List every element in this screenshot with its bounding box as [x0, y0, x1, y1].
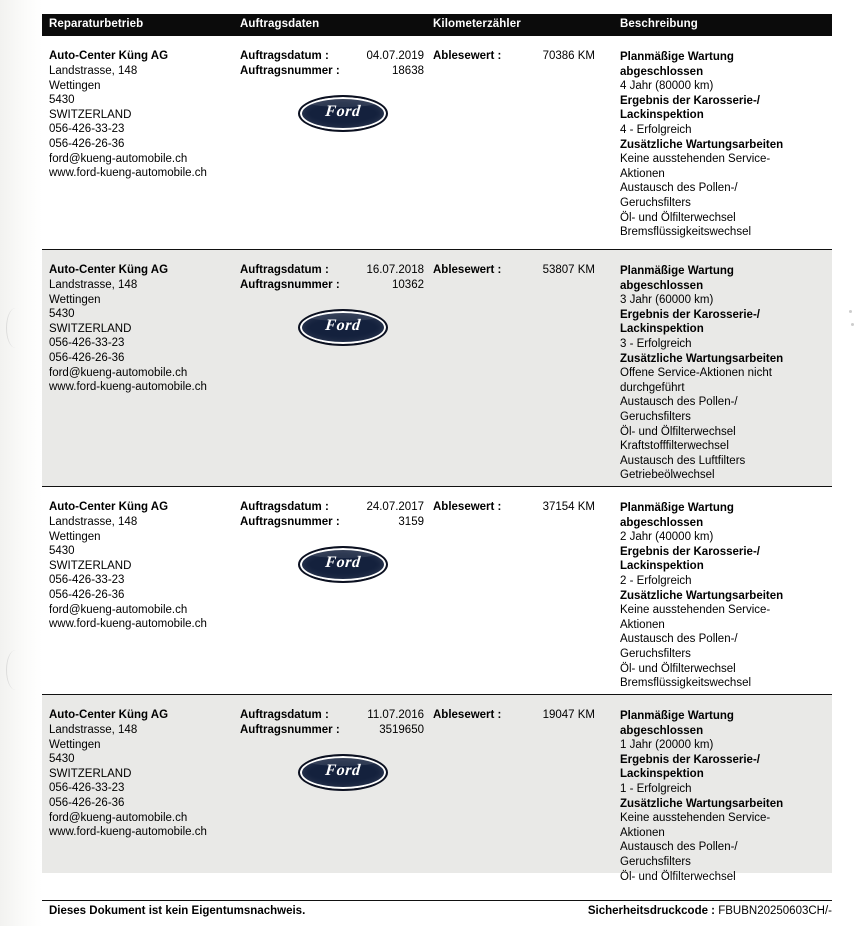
desc-result: 3 - Erfolgreich: [620, 337, 692, 350]
shop-street: Landstrasse, 148: [49, 279, 138, 291]
odometer-reading-row: [433, 501, 618, 516]
shop-phone-1: 056-426-33-23: [49, 337, 125, 350]
shop-phone-1: 056-426-33-23: [49, 574, 125, 587]
order-date-row: [240, 50, 430, 65]
shop-city: Wettingen: [49, 530, 101, 543]
order-cell: [240, 264, 430, 334]
order-date-value: 04.07.2019: [366, 50, 424, 62]
table-row: [42, 487, 832, 695]
order-number-label: Auftragsnummer :: [240, 516, 340, 528]
desc-item: Geruchsfilters: [620, 196, 691, 209]
order-number-label: Auftragsnummer :: [240, 279, 340, 291]
desc-title-1: Planmäßige Wartung: [620, 51, 734, 63]
order-date-label: Auftragsdatum :: [240, 264, 329, 276]
table-row: [42, 250, 832, 487]
order-number-row: [240, 279, 430, 294]
desc-title-5: Zusätzliche Wartungsarbeiten: [620, 352, 784, 365]
desc-item: Geruchsfilters: [620, 410, 691, 423]
shop-name: Auto-Center Küng AG: [49, 501, 169, 513]
shop-email: ford@kueng-automobile.ch: [49, 603, 188, 616]
desc-item: Aktionen: [620, 618, 665, 631]
desc-title-2: abgeschlossen: [620, 65, 704, 78]
desc-item: Keine ausstehenden Service-: [620, 812, 771, 825]
desc-interval: 3 Jahr (60000 km): [620, 294, 714, 307]
desc-title-3: Ergebnis der Karosserie-/: [620, 308, 760, 321]
desc-title-1: Planmäßige Wartung: [620, 502, 734, 514]
ford-logo-text: Ford: [324, 554, 362, 571]
odometer-label: Ablesewert :: [433, 709, 502, 721]
desc-item: Getriebeölwechsel: [620, 469, 715, 482]
ford-logo-icon: [298, 754, 388, 791]
odometer-cell: [433, 501, 618, 516]
desc-item: Keine ausstehenden Service-: [620, 153, 771, 166]
order-number-row: [240, 65, 430, 80]
shop-website: www.ford-kueng-automobile.ch: [49, 167, 207, 180]
order-number-value: 18638: [392, 65, 424, 77]
security-code-block: [588, 905, 832, 917]
shop-cell: [49, 50, 239, 181]
scan-edge-shadow: [0, 0, 42, 926]
order-date-row: [240, 709, 430, 724]
ford-logo-icon: [298, 309, 388, 346]
odometer-cell: [433, 50, 618, 65]
order-date-label: Auftragsdatum :: [240, 709, 329, 721]
shop-email: ford@kueng-automobile.ch: [49, 811, 188, 824]
order-date-value: 24.07.2017: [366, 501, 424, 513]
desc-item: Geruchsfilters: [620, 647, 691, 660]
desc-item: Öl- und Ölfilterwechsel: [620, 425, 736, 438]
shop-phone-2: 056-426-26-36: [49, 351, 125, 364]
order-cell: [240, 50, 430, 120]
shop-street: Landstrasse, 148: [49, 724, 138, 736]
shop-country: SWITZERLAND: [49, 322, 132, 335]
odometer-label: Ablesewert :: [433, 50, 502, 62]
desc-title-4: Lackinspektion: [620, 560, 704, 573]
shop-website: www.ford-kueng-automobile.ch: [49, 826, 207, 839]
desc-title-3: Ergebnis der Karosserie-/: [620, 545, 760, 558]
ford-logo-icon: [298, 95, 388, 132]
odometer-cell: [433, 264, 618, 279]
desc-title-2: abgeschlossen: [620, 516, 704, 529]
order-number-value: 10362: [392, 279, 424, 291]
desc-title-4: Lackinspektion: [620, 323, 704, 336]
desc-item: Austausch des Pollen-/: [620, 396, 738, 409]
service-history-table: [42, 14, 832, 883]
shop-website: www.ford-kueng-automobile.ch: [49, 618, 207, 631]
order-number-label: Auftragsnummer :: [240, 65, 340, 77]
column-header-order: Auftragsdaten: [240, 18, 320, 30]
desc-title-1: Planmäßige Wartung: [620, 710, 734, 722]
odometer-value: 70386 KM: [542, 50, 595, 62]
order-date-label: Auftragsdatum :: [240, 50, 329, 62]
desc-item: Keine ausstehenden Service-: [620, 604, 771, 617]
table-header: [42, 14, 832, 36]
desc-title-3: Ergebnis der Karosserie-/: [620, 753, 760, 766]
desc-title-4: Lackinspektion: [620, 768, 704, 781]
shop-zip: 5430: [49, 753, 75, 766]
shop-country: SWITZERLAND: [49, 559, 132, 572]
shop-website: www.ford-kueng-automobile.ch: [49, 381, 207, 394]
desc-item: Austausch des Luftfilters: [620, 454, 746, 467]
order-cell: [240, 709, 430, 779]
shop-country: SWITZERLAND: [49, 108, 132, 121]
odometer-label: Ablesewert :: [433, 501, 502, 513]
description-cell: [620, 709, 825, 884]
shop-zip: 5430: [49, 308, 75, 321]
desc-item: Aktionen: [620, 826, 665, 839]
shop-city: Wettingen: [49, 293, 101, 306]
ford-logo-text: Ford: [324, 103, 362, 120]
odometer-value: 19047 KM: [542, 709, 595, 721]
desc-title-5: Zusätzliche Wartungsarbeiten: [620, 589, 784, 602]
table-row: [42, 695, 832, 883]
shop-country: SWITZERLAND: [49, 767, 132, 780]
shop-street: Landstrasse, 148: [49, 516, 138, 528]
shop-phone-2: 056-426-26-36: [49, 137, 125, 150]
shop-phone-1: 056-426-33-23: [49, 782, 125, 795]
order-number-value: 3519650: [379, 724, 424, 736]
order-date-label: Auftragsdatum :: [240, 501, 329, 513]
shop-name: Auto-Center Küng AG: [49, 50, 169, 62]
scan-artifact-dot: [849, 310, 852, 313]
document-footer: [42, 900, 832, 922]
shop-zip: 5430: [49, 94, 75, 107]
shop-phone-2: 056-426-26-36: [49, 796, 125, 809]
shop-email: ford@kueng-automobile.ch: [49, 366, 188, 379]
odometer-label: Ablesewert :: [433, 264, 502, 276]
odometer-value: 37154 KM: [542, 501, 595, 513]
desc-title-2: abgeschlossen: [620, 724, 704, 737]
shop-cell: [49, 264, 239, 395]
desc-item: Öl- und Ölfilterwechsel: [620, 662, 736, 675]
desc-result: 2 - Erfolgreich: [620, 574, 692, 587]
shop-phone-2: 056-426-26-36: [49, 588, 125, 601]
desc-item: Austausch des Pollen-/: [620, 633, 738, 646]
footer-disclaimer: Dieses Dokument ist kein Eigentumsnachweis.: [49, 905, 306, 917]
odometer-cell: [433, 709, 618, 724]
desc-item: Aktionen: [620, 167, 665, 180]
shop-name: Auto-Center Küng AG: [49, 709, 169, 721]
desc-item: Bremsflüssigkeitswechsel: [620, 226, 752, 239]
shop-phone-1: 056-426-33-23: [49, 123, 125, 136]
scan-artifact-curl: [6, 308, 25, 348]
desc-interval: 4 Jahr (80000 km): [620, 80, 714, 93]
ford-logo-text: Ford: [324, 317, 362, 334]
description-cell: [620, 501, 825, 691]
description-cell: [620, 50, 825, 240]
order-cell: [240, 501, 430, 571]
shop-street: Landstrasse, 148: [49, 65, 138, 77]
scan-artifact-curl: [6, 650, 25, 690]
footer-divider: [42, 900, 832, 901]
odometer-reading-row: [433, 709, 618, 724]
order-number-label: Auftragsnummer :: [240, 724, 340, 736]
desc-title-5: Zusätzliche Wartungsarbeiten: [620, 138, 784, 151]
desc-item: Offene Service-Aktionen nicht: [620, 367, 772, 380]
order-date-row: [240, 264, 430, 279]
desc-title-5: Zusätzliche Wartungsarbeiten: [620, 797, 784, 810]
column-header-description: Beschreibung: [620, 18, 698, 30]
shop-cell: [49, 709, 239, 840]
desc-item: Bremsflüssigkeitswechsel: [620, 677, 752, 690]
order-number-row: [240, 724, 430, 739]
desc-item: Austausch des Pollen-/: [620, 182, 738, 195]
order-date-row: [240, 501, 430, 516]
table-row: [42, 36, 832, 250]
odometer-reading-row: [433, 264, 618, 279]
order-number-row: [240, 516, 430, 531]
desc-title-2: abgeschlossen: [620, 279, 704, 292]
desc-result: 1 - Erfolgreich: [620, 782, 692, 795]
security-code-value: FBUBN20250603CH/-: [718, 905, 832, 917]
shop-cell: [49, 501, 239, 632]
desc-item: Öl- und Ölfilterwechsel: [620, 211, 736, 224]
shop-email: ford@kueng-automobile.ch: [49, 152, 188, 165]
desc-title-4: Lackinspektion: [620, 109, 704, 122]
desc-title-3: Ergebnis der Karosserie-/: [620, 94, 760, 107]
ford-logo-text: Ford: [324, 762, 362, 779]
shop-name: Auto-Center Küng AG: [49, 264, 169, 276]
column-header-odometer: Kilometerzähler: [433, 18, 521, 30]
desc-interval: 1 Jahr (20000 km): [620, 739, 714, 752]
desc-item: Öl- und Ölfilterwechsel: [620, 870, 736, 883]
odometer-reading-row: [433, 50, 618, 65]
ford-logo-icon: [298, 546, 388, 583]
shop-city: Wettingen: [49, 738, 101, 751]
column-header-shop: Reparaturbetrieb: [49, 18, 144, 30]
order-date-value: 16.07.2018: [366, 264, 424, 276]
security-code-label: Sicherheitsdruckcode :: [587, 905, 716, 917]
scan-artifact-dot: [851, 323, 854, 326]
shop-city: Wettingen: [49, 79, 101, 92]
desc-result: 4 - Erfolgreich: [620, 123, 692, 136]
odometer-value: 53807 KM: [542, 264, 595, 276]
desc-item: Kraftstofffilterwechsel: [620, 440, 729, 453]
order-date-value: 11.07.2016: [367, 709, 424, 721]
desc-interval: 2 Jahr (40000 km): [620, 531, 714, 544]
shop-zip: 5430: [49, 545, 75, 558]
desc-item: durchgeführt: [620, 381, 685, 394]
desc-item: Geruchsfilters: [620, 855, 691, 868]
desc-title-1: Planmäßige Wartung: [620, 265, 734, 277]
description-cell: [620, 264, 825, 483]
desc-item: Austausch des Pollen-/: [620, 841, 738, 854]
order-number-value: 3159: [398, 516, 424, 528]
